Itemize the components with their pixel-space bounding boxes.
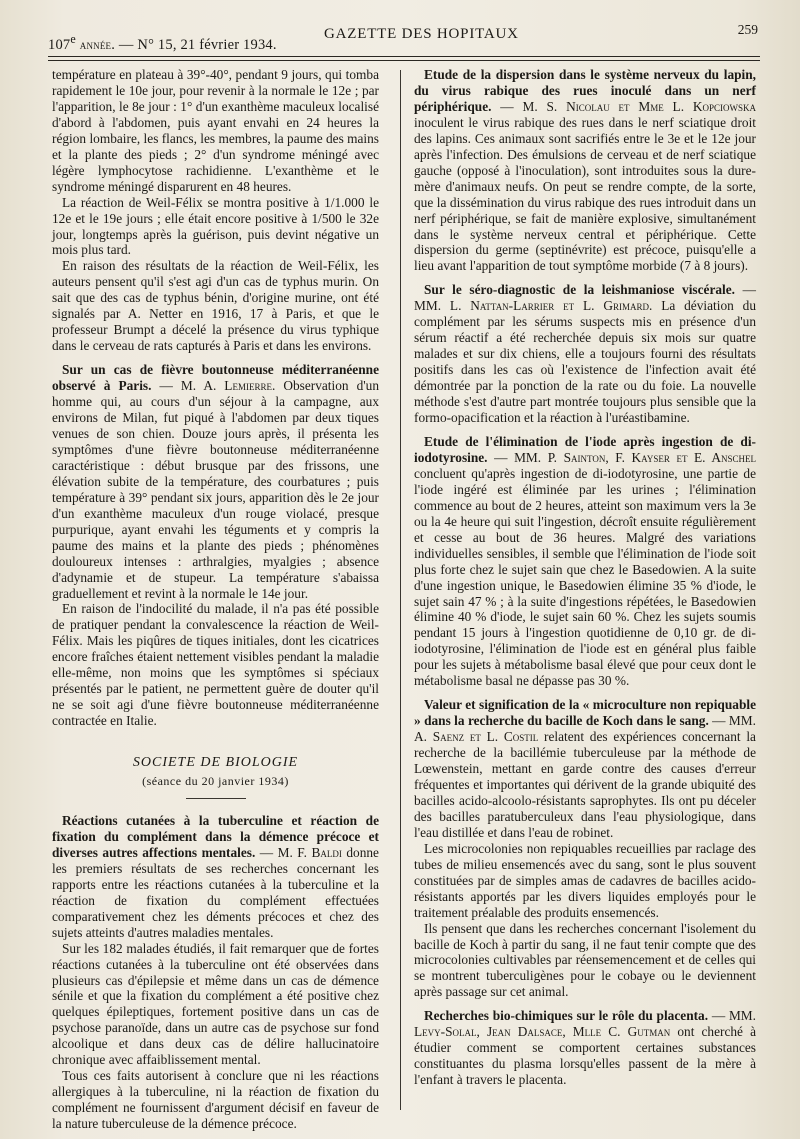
article-title: Recherches bio-chimiques sur le rôle du placenta. [424, 1008, 709, 1024]
article-saenz: Valeur et signification de la « microculture non repiquable » dans la recherche du bacille de Koch dans le sang. — MM. A. Saenz et L. Costil relatent des expériences concernant la recherche de la bacillémie tuberculeuse par la méthode de Lœwenstein, mettant en garde contre des causes d'erreur fréquentes et importantes qui dérivent de la grande ubiquité des bacilles acido-alcoolo-résistants saprophytes. Ils ont pu déceler des bacilles paratuberculeux dans l'eau physiologique, dans l'eau distillée et dans l'eau de robinet. [414, 697, 756, 840]
column-divider [400, 70, 401, 1110]
paragraph: La réaction de Weil-Félix se montra positive à 1/1.000 le 12e et le 19e jours ; elle était encore positive à 1/500 le 32e jour, longtemps après la guérison, puis devint négative un mois plus tard. [52, 194, 379, 258]
article-lemierre: Sur un cas de fièvre boutonneuse méditerranéenne observé à Paris. — M. A. Lemierre. Observation d'un homme qui, au cours d'un séjour à la campagne, aux environs de Milan, fut piqué à l'abdomen par deux tiques venues de son chien. Douze jours après, il présenta les symptômes d'une fièvre boutonneuse méditerranéenne caractéristique : début brusque par des frissons, une élévation subite de la température, des courbatures ; puis température à 39° pendant six jours, apparition dès le 2e jour d'un exanthème maculeux d'un rouge violacé, presque purpurique, ayant envahi les téguments et y compris la paume des mains et la plante des pieds ; phénomènes douloureux intenses : arthralgies, myalgies ; absence d'adynamie et de stupeur. La température s'abaissa graduellement et revint à la normale le 14e jour. [52, 362, 379, 601]
society-title: SOCIETE DE BIOLOGIE [132, 755, 299, 771]
paragraph: Ils pensent que dans les recherches concernant l'isolement du bacille de Koch à partir du sang, il ne faut tenir compte que des microcolonies cultivables par réensemencement et de celles qui se montrent tuberculigènes pour le cobaye ou le deviennent après passage sur cet animal. [414, 920, 756, 1000]
society-session: (séance du 20 janvier 1934) [142, 774, 289, 789]
header-rule-thick [48, 56, 760, 57]
article-title: Etude de la dispersion dans le système nerveux du lapin, du virus rabique des rues inoculé dans un nerf périphérique. [414, 67, 756, 114]
article-body: Observation d'un homme qui, au cours d'un séjour à la campagne, aux environs de Milan, fut piqué à l'abdomen par deux tiques venues de son chien. Douze jours après, il présenta les symptômes d'une fièvre boutonneuse méditerranéenne caractéristique : début brusque par des frissons, une élévation subite de la température, des courbatures ; puis température à 39° pendant six jours, apparition dès le 2e jour d'un exanthème maculeux d'un rouge violacé, presque purpurique, ayant envahi les téguments et y compris la paume des mains et la plante des pieds ; phénomènes douloureux intenses : arthralgies, myalgies ; absence d'adynamie et de stupeur. La température s'abaissa graduellement et revint à la normale le 14e jour. [52, 378, 379, 601]
article-nattan-larrier: Sur le séro-diagnostic de la leishmaniose viscérale. — MM. L. Nattan-Larrier et L. Grimard. La déviation du complément par les sérums suspects mis en présence d'un sérum réactif a été recherchée depuis six mois sur quatre malades et sur dix chiens, elle a toujours fourni des résultats positifs dans les cas où l'existence de l'infection avait été démontrée par la ponction de la rate ou du foie. La nouvelle méthode s'est d'autre part montrée toujours plus sensible que la formo-opacification et la réaction à l'uréastibamine. [414, 282, 756, 426]
left-column [52, 67, 379, 1132]
society-rule [186, 798, 246, 799]
article-nicolau: Etude de la dispersion dans le système nerveux du lapin, du virus rabique des rues inoculé dans un nerf périphérique. — M. S. Nicolau et Mme L. Kopciowska inoculent le virus rabique des rues dans le nerf sciatique droit des lapins. Ces animaux sont sacrifiés entre le 3e et le 12e jour après l'infection. Des émulsions de cerveau et de nerf sciatique gauche (opposé à l'inoculation), sont introduites sous la dure-mère d'animaux neufs. On peut se rendre compte, de la sorte, que la dissémination du virus rabique des rues introduit dans un nerf périphérique, se fait de manière explosive, simultanément dans le système nerveux central et périphérique. Cette dispersion du germe (septinévrite) est précoce, puisqu'elle a lieu avant l'apparition de tout symptôme morbide (7 à 8 jours). [414, 67, 757, 274]
article-sainton: Etude de l'élimination de l'iode après ingestion de di-iodotyrosine. — MM. P. Sainton, F. Kayser et E. Anschel concluent qu'après ingestion de di-iodotyrosine, une partie de l'iode ingéré est éliminée par les urines ; l'élimination commence au bout de 2 heures, atteint son maximum vers la 3e ou la 4e heure qui suit l'ingestion, décroît ensuite régulièrement et cesse au bout de 36 heures. Malgré des variations individuelles sensibles, il semble que l'élimination de l'iode soit plus forte chez le sujet sain que chez le Basedowien. A la suite d'une ingestion unique, le Basedowien élimine 35 % d'iode, le sujet sain 47 % ; à la suite d'ingestions répétées, le Basedowien élimine 40 % d'iode, le sujet sain 60 %. Chez les sujets soumis pendant 15 jours à l'ingestion quotidienne de 0,10 gr. de di-iodotyrosine, l'élimination de l'iode est en général plus faible pour les sujets à métabolisme basal élevé que pour ceux dont le métabolisme basal ne dépasse pas 30 %. [414, 433, 757, 689]
article-authors: MM. L. Nattan-Larrier et L. Grimard. [414, 298, 653, 314]
article-title: Sur le séro-diagnostic de la leishmaniose viscérale. [424, 282, 736, 298]
article-body: ont cherché à étudier comment se comportent certaines substances constituantes du plasma lorsqu'elles passent de la mère à l'enfant à travers le placenta. [414, 1024, 756, 1088]
article-authors: M. A. Lemierre. [180, 378, 276, 394]
article-title: Sur un cas de fièvre boutonneuse méditerranéenne observé à Paris. [52, 362, 379, 394]
issue-line: 107e année. — N° 15, 21 février 1934. [48, 32, 277, 53]
header-rule-thin [48, 60, 760, 61]
right-column [414, 67, 756, 1088]
article-authors: MM. P. Sainton, F. Kayser et E. Anschel [514, 449, 757, 465]
article-title: Réactions cutanées à la tuberculine et réaction de fixation du complément dans la démence précoce et diverses autres affections mentales. [52, 812, 379, 860]
page-number: 259 [737, 22, 758, 37]
article-authors: MM. Levy-Solal, Jean Dalsace, Mlle C. Gutman [414, 1008, 757, 1040]
paragraph: Tous ces faits autorisent à conclure que ni les réactions allergiques à la tuberculine, ni la réaction de fixation du complément ne fournissent d'argument décisif en faveur de la nature tuberculeuse de la démence précoce. [52, 1068, 379, 1132]
society-heading [52, 755, 379, 799]
article-authors: M. S. Nicolau et Mme L. Kopciowska [522, 98, 757, 114]
article-levy-solal: Recherches bio-chimiques sur le rôle du placenta. — MM. Levy-Solal, Jean Dalsace, Mlle C. Gutman ont cherché à étudier comment se comportent certaines substances constituantes du plasma lorsqu'elles passent de la mère à l'enfant à travers le placenta. [414, 1008, 757, 1088]
article-body: La déviation du complément par les sérums suspects mis en présence d'un sérum réactif a été recherchée depuis six mois sur quatre malades et sur dix chiens, elle a toujours fourni des résultats positifs dans les cas où l'existence de l'infection avait été démontrée par la ponction de la rate ou du foie. La nouvelle méthode s'est d'autre part montrée toujours plus sensible que la formo-opacification et la réaction à l'uréastibamine. [414, 298, 756, 426]
journal-title: GAZETTE DES HOPITAUX [324, 26, 519, 42]
article-body: concluent qu'après ingestion de di-iodotyrosine, une partie de l'iode ingéré est éliminée par les urines ; l'élimination commence au bout de 2 heures, atteint son maximum vers la 3e ou la 4e heure qui suit l'ingestion, décroît ensuite régulièrement et cesse au bout de 36 heures. Malgré des variations individuelles sensibles, il semble que l'élimination de l'iode soit plus forte chez le sujet sain que chez le Basedowien. A la suite d'une ingestion unique, le Basedowien élimine 35 % d'iode, le sujet sain 47 % ; à la suite d'ingestions répétées, le Basedowien élimine 40 % d'iode, le sujet sain 60 %. Chez les sujets soumis pendant 15 jours à l'ingestion quotidienne de 0,10 gr. de di-iodotyrosine, l'élimination de l'iode est en général plus faible pour les sujets à métabolisme basal élevé que pour ceux dont le métabolisme basal ne dépasse pas 30 %. [414, 465, 756, 689]
article-body: inoculent le virus rabique des rues dans le nerf sciatique droit des lapins. Ces animaux sont sacrifiés entre le 3e et le 12e jour après l'infection. Des émulsions de cerveau et de nerf sciatique gauche (opposé à l'inoculation), sont introduites sous la dure-mère d'animaux neufs. On peut se rendre compte, de la sorte, que la dissémination du virus rabique des rues introduit dans un nerf périphérique, se fait de manière explosive, simultanément dans le système nerveux central et périphérique. Cette dispersion du germe (septinévrite) est précoce, puisqu'elle a lieu avant l'apparition de tout symptôme morbide (7 à 8 jours). [414, 114, 756, 274]
article-authors: MM. A. Saenz et L. Costil [414, 713, 756, 745]
article-title: Valeur et signification de la « microculture non repiquable » dans la recherche du bacille de Koch dans le sang. [414, 697, 756, 729]
paragraph: Les microcolonies non repiquables recueillies par raclage des tubes de milieu ensemencés avec du sang, sont le plus souvent constituées par de simples amas de cadavres de bacilles acido-résistants apportés par les divers liquides employés pour le traitement préalable des produits ensemencés. [414, 840, 756, 920]
paragraph: température en plateau à 39°-40°, pendant 9 jours, qui tomba rapidement le 10e jour, pour revenir à la normale le 12e ; par l'apparition, le 8e jour : 1° d'un exanthème maculeux localisé d'abord à l'abdomen, puis ayant envahi en 24 heures la région lombaire, les flancs, les membres, la paume des mains et la plante des pieds ; 2° d'un syndrome méningé avec légère lymphocytose rachidienne. L'exanthème et le syndrome méningé disparurent en 48 heures. [52, 67, 379, 194]
article-authors: M. F. Baldi [277, 844, 342, 860]
article-body: relatent des expériences concernant la recherche de la bacillémie tuberculeuse par la méthode de Lœwenstein, mettant en garde contre des causes d'erreur fréquentes et importantes qui dérivent de la grande ubiquité des bacilles acido-alcoolo-résistants saprophytes. Ils ont pu déceler des bacilles paratuberculeux dans l'eau physiologique, dans l'eau distillée et dans l'eau de robinet. [414, 729, 756, 840]
article-baldi: Réactions cutanées à la tuberculine et réaction de fixation du complément dans la démence précoce et diverses autres affections mentales. — M. F. Baldi donne les premiers résultats de ses recherches concernant les rapports entre les réactions cutanées à la tuberculine et la réaction de fixation du complément effectuées comparativement chez les déments précoces et chez des sujets atteints d'autres maladies mentales. [52, 812, 379, 940]
paragraph: Sur les 182 malades étudiés, il fait remarquer que de fortes réactions cutanées à la tuberculine ont été observées dans plusieurs cas d'épilepsie et même dans un cas de démence sénile et que la fixation du complément a été positive chez quelques épileptiques, fortement positive dans un cas de psychose paranoïde, dans un autre cas de psychose sur fond alcoolique et dans deux cas de délire hallucinatoire chronique avec affaiblissement mental. [52, 940, 379, 1068]
article-body: donne les premiers résultats de ses recherches concernant les rapports entre les réactions cutanées à la tuberculine et la réaction de fixation du complément effectuées comparativement chez les déments précoces et chez des sujets atteints d'autres maladies mentales. [52, 844, 379, 940]
paragraph: En raison de l'indocilité du malade, il n'a pas été possible de pratiquer pendant la convalescence la réaction de Weil-Félix. Mais les piqûres de tiques initiales, dont les cicatrices encore fraîches étaient nettement visibles pendant la maladie elle-même, non moins que les symptômes si spéciaux présentés par le patient, ne permettent guère de douter qu'il ne se soit agi d'une fièvre boutonneuse méditerranéenne contractée en Italie. [52, 601, 379, 729]
article-title: Etude de l'élimination de l'iode après ingestion de di-iodotyrosine. [414, 433, 756, 465]
paragraph: En raison des résultats de la réaction de Weil-Félix, les auteurs pensent qu'il s'est agi d'un cas de typhus murin. On sait que des cas de typhus bénin, d'origine murine, ont été signalés par A. Netter en 1916, 17 à Paris, et que le professeur Brumpt a décelé la présence du virus typhique dans le cerveau de rats capturés à Paris et dans les environs. [52, 258, 379, 354]
